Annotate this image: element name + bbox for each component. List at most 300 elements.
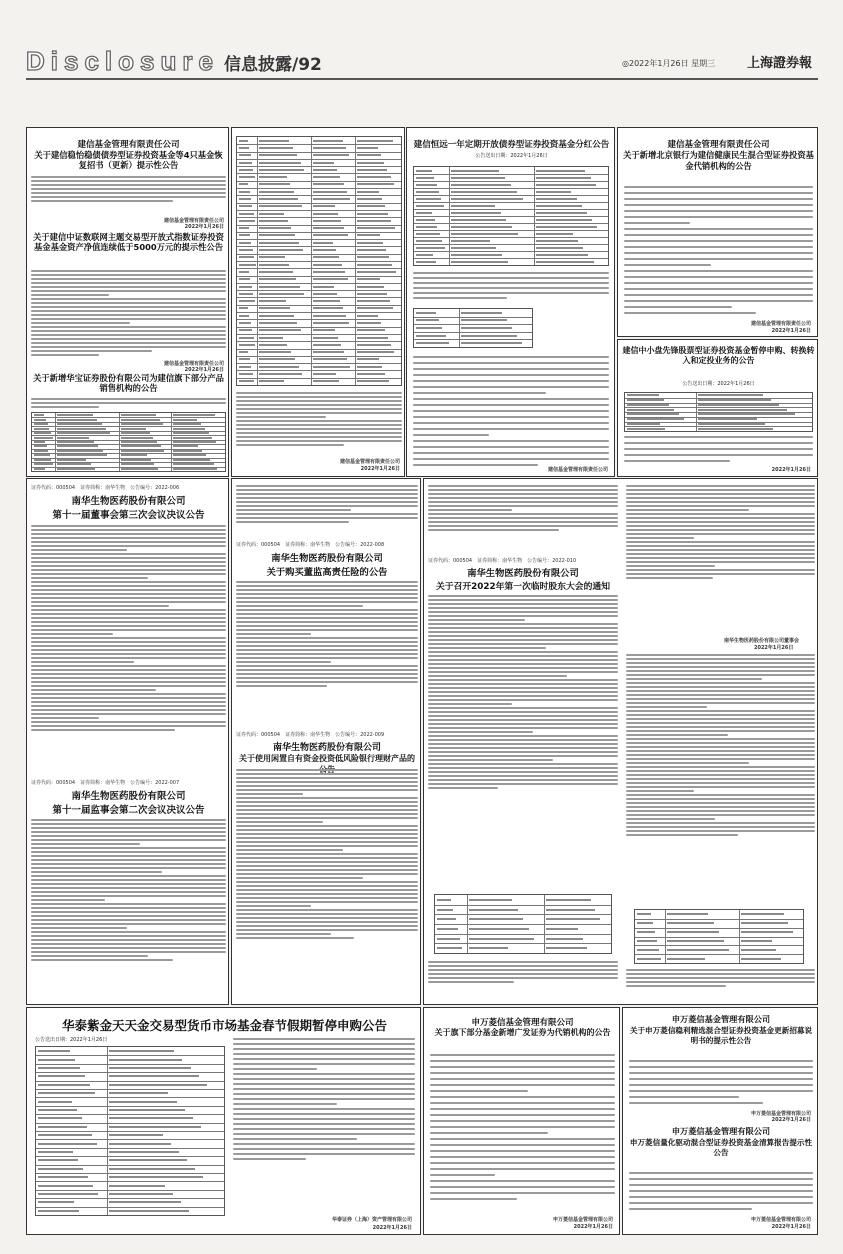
table-cell-text <box>698 428 773 430</box>
table-cell-text <box>627 404 669 406</box>
table-cell-text <box>313 242 333 244</box>
text-line <box>626 730 815 732</box>
text-line <box>624 448 813 450</box>
notice-date: 2022年1月26日 <box>184 367 224 373</box>
table-row-rule <box>36 1072 224 1073</box>
text-line <box>428 759 553 761</box>
text-line <box>236 897 418 899</box>
text-line <box>428 699 618 701</box>
text-line <box>626 557 815 559</box>
table-cell-text <box>627 399 664 401</box>
text-line <box>236 585 418 587</box>
text-line <box>430 1072 615 1074</box>
notice-company: 南华生物医药股份有限公司 <box>467 568 579 579</box>
text-line <box>413 452 609 454</box>
text-line <box>31 939 226 941</box>
table-cell-text <box>259 183 290 185</box>
table-cell-text <box>34 463 53 465</box>
text-line <box>236 789 418 791</box>
table-cell-text <box>173 428 205 430</box>
table-cell-text <box>38 1059 75 1061</box>
text-line <box>624 192 813 194</box>
text-line <box>626 770 815 772</box>
table-cell-text <box>121 432 150 434</box>
table-cell-text <box>38 1185 93 1187</box>
table-cell-text <box>259 154 297 156</box>
text-line <box>236 392 402 394</box>
text-line <box>626 569 815 571</box>
notice-company: 建信基金管理有限责任公司 <box>77 140 180 150</box>
table-cell-text <box>239 329 252 331</box>
text-line <box>236 436 402 438</box>
text-line <box>428 521 618 523</box>
text-line <box>236 657 418 659</box>
text-line <box>31 282 226 284</box>
table-cell-text <box>741 922 788 924</box>
table-cell-text <box>357 278 380 280</box>
notice-signoff: 建信基金管理有限责任公司 <box>163 218 224 224</box>
table-row-rule <box>414 332 532 333</box>
text-line <box>428 719 618 721</box>
table-cell-text <box>259 351 291 353</box>
text-line <box>626 782 815 784</box>
table-cell-text <box>259 140 289 142</box>
text-line <box>236 440 402 442</box>
text-line <box>31 951 226 953</box>
table-cell-text <box>259 213 284 215</box>
text-line <box>626 577 713 579</box>
stock-code: 证券代码：000504 证券简称：南华生物 公告编号：2022-007 <box>31 780 180 786</box>
notice-title: 关于使用闲置自有资金投资低风险银行理财产品的 <box>239 754 415 763</box>
table-cell-text <box>313 286 334 288</box>
text-line <box>236 649 418 651</box>
table-cell-text <box>416 312 436 314</box>
notice-signoff: 建信基金管理有限责任公司 <box>163 361 224 367</box>
text-line <box>626 509 749 511</box>
table-cell-text <box>357 380 389 382</box>
text-line <box>428 775 618 777</box>
table-cell-text <box>38 1101 72 1103</box>
table-cell-text <box>469 918 523 920</box>
text-line <box>236 605 363 607</box>
table-cell-text <box>536 240 578 242</box>
text-line <box>624 312 756 314</box>
table-cell-text <box>627 413 679 415</box>
text-line <box>428 663 618 665</box>
text-line <box>428 965 618 967</box>
text-line <box>428 715 618 717</box>
notice-title: 第十一届董事会第三次会议决议公告 <box>52 510 205 521</box>
text-line <box>428 771 618 773</box>
text-line <box>629 1090 813 1092</box>
table-cell-text <box>259 329 301 331</box>
text-line <box>626 746 815 748</box>
table-cell-text <box>57 445 98 447</box>
text-line <box>236 781 418 783</box>
table-cell-text <box>239 278 250 280</box>
notice-box-jianxin-b <box>231 127 405 477</box>
text-line <box>626 810 815 812</box>
text-line <box>430 1192 615 1194</box>
table-row-rule <box>36 1139 224 1140</box>
table-cell-text <box>357 154 381 156</box>
text-line <box>236 885 418 887</box>
table-cell-text <box>173 459 210 461</box>
text-line <box>31 354 99 356</box>
text-line <box>626 501 815 503</box>
text-line <box>428 493 618 495</box>
text-line <box>31 545 226 547</box>
table-cell-text <box>461 312 502 314</box>
table-col-rule <box>311 137 312 385</box>
text-line <box>31 617 226 619</box>
table-cell-text <box>357 162 384 164</box>
table-cell-text <box>121 450 164 452</box>
table-cell-text <box>667 931 719 933</box>
table-cell-text <box>357 205 385 207</box>
dividend-dates-table <box>413 308 533 348</box>
text-line <box>31 903 226 905</box>
text-line <box>626 706 707 708</box>
text-line <box>413 292 609 294</box>
table-cell-text <box>34 423 48 425</box>
text-line <box>626 798 815 800</box>
text-line <box>629 1102 763 1104</box>
text-line <box>428 505 618 507</box>
text-line <box>31 883 226 885</box>
table-cell-text <box>416 261 436 263</box>
table-cell-text <box>698 404 779 406</box>
table-cell-text <box>667 922 714 924</box>
text-line <box>428 485 618 487</box>
text-line <box>624 460 730 462</box>
text-line <box>31 641 226 643</box>
table-cell-text <box>38 1159 78 1161</box>
text-line <box>236 625 418 627</box>
notice-signoff: 申万菱信基金管理有限公司 <box>552 1217 613 1223</box>
table-cell-text <box>121 454 147 456</box>
text-line <box>626 814 815 816</box>
text-line <box>430 1138 615 1140</box>
text-line <box>430 1120 615 1122</box>
table-cell-text <box>357 271 396 273</box>
table-cell-text <box>57 432 110 434</box>
text-line <box>626 545 815 547</box>
table-row-rule <box>635 928 803 929</box>
table-cell-text <box>38 1176 88 1178</box>
table-cell-text <box>313 322 349 324</box>
table-cell-text <box>34 419 46 421</box>
table-cell-text <box>57 463 91 465</box>
notice-box-beijing-bank <box>617 127 818 337</box>
table-row-rule <box>237 363 401 364</box>
table-cell-text <box>173 441 216 443</box>
table-row-rule <box>237 210 401 211</box>
text-line <box>31 334 226 336</box>
text-line <box>31 192 226 194</box>
table-cell-text <box>57 459 86 461</box>
table-cell-text <box>239 242 251 244</box>
text-line <box>428 695 618 697</box>
table-cell-text <box>416 335 446 337</box>
text-line <box>31 633 113 635</box>
table-cell-text <box>469 947 508 949</box>
table-cell-text <box>469 938 534 940</box>
text-line <box>31 270 226 272</box>
text-line <box>428 675 567 677</box>
text-line <box>31 851 226 853</box>
text-line <box>428 517 618 519</box>
text-line <box>430 1102 615 1104</box>
text-line <box>428 595 618 597</box>
text-line <box>413 362 609 364</box>
text-line <box>233 1078 415 1080</box>
notice-company: 申万菱信基金管理有限公司 <box>671 1126 771 1136</box>
text-line <box>428 671 618 673</box>
table-cell-text <box>38 1067 80 1069</box>
text-line <box>31 402 226 404</box>
table-cell-text <box>357 322 381 324</box>
table-cell-text <box>239 358 250 360</box>
notice-box-jianxin-a <box>26 127 229 477</box>
text-line <box>236 501 418 503</box>
text-line <box>626 521 815 523</box>
table-row-rule <box>414 223 608 224</box>
table-cell-text <box>239 198 251 200</box>
table-cell-text <box>637 949 659 951</box>
text-line <box>624 288 813 290</box>
text-line <box>31 286 226 288</box>
table-cell-text <box>259 300 286 302</box>
text-line <box>236 633 311 635</box>
table-cell-text <box>121 423 163 425</box>
table-cell-text <box>109 1059 182 1061</box>
text-line <box>430 1168 615 1170</box>
table-cell-text <box>173 437 212 439</box>
text-line <box>624 258 813 260</box>
text-line <box>236 813 418 815</box>
table-row-rule <box>32 435 225 436</box>
table-row-rule <box>635 937 803 938</box>
table-cell-text <box>239 205 252 207</box>
text-line <box>31 537 226 539</box>
notice-signoff: 华泰证券（上海）资产管理有限公司 <box>331 1217 412 1223</box>
text-line <box>31 649 226 651</box>
table-col-rule <box>467 895 468 953</box>
text-line <box>428 529 559 531</box>
text-line <box>624 294 813 296</box>
table-cell-text <box>357 213 388 215</box>
table-cell-text <box>313 162 334 164</box>
table-row-rule <box>237 144 401 145</box>
text-line <box>236 617 418 619</box>
table-cell-text <box>57 454 107 456</box>
table-cell-text <box>173 454 206 456</box>
notice-title: 关于建信稳怡稳债债券型证券投资基金等4只基金恢复招书（更新）提示性公告 <box>34 150 223 170</box>
table-cell-text <box>546 918 600 920</box>
text-line <box>428 683 618 685</box>
text-line <box>236 901 418 903</box>
table-row-rule <box>36 1081 224 1082</box>
text-line <box>626 973 815 975</box>
text-line <box>428 627 618 629</box>
table-cell-text <box>451 240 490 242</box>
table-row-rule <box>36 1097 224 1098</box>
table-cell-text <box>259 358 295 360</box>
notice-company: 申万菱信基金管理有限公司 <box>471 1018 574 1028</box>
table-cell-text <box>357 358 379 360</box>
text-line <box>626 722 815 724</box>
table-cell-text <box>109 1168 195 1170</box>
text-line <box>236 785 418 787</box>
notice-signoff: 申万菱信基金管理有限公司 <box>750 1111 811 1117</box>
text-line <box>31 899 105 901</box>
table-cell-text <box>121 468 158 470</box>
text-line <box>31 955 148 957</box>
table-cell-text <box>357 140 393 142</box>
table-cell-text <box>546 909 595 911</box>
table-cell-text <box>259 293 304 295</box>
text-line <box>428 961 618 963</box>
text-line <box>236 444 344 446</box>
notice-box-nanhua-insurance <box>231 478 421 1005</box>
text-line <box>31 625 226 627</box>
text-line <box>626 505 815 507</box>
table-row-rule <box>414 339 532 340</box>
table-row-rule <box>414 216 608 217</box>
text-line <box>413 440 609 442</box>
text-line <box>31 302 226 304</box>
text-line <box>624 442 813 444</box>
text-line <box>31 593 226 595</box>
table-cell-text <box>416 219 435 221</box>
table-row-rule <box>36 1156 224 1157</box>
table-row-rule <box>237 159 401 160</box>
text-line <box>413 287 609 289</box>
brand-logo: 上海證券報 <box>747 56 813 71</box>
text-line <box>624 240 813 242</box>
table-cell-text <box>57 419 97 421</box>
text-line <box>236 925 418 927</box>
text-line <box>428 755 618 757</box>
table-cell-text <box>357 234 380 236</box>
table-row-rule <box>237 370 401 371</box>
notice-title: 关于新增北京银行为建信健康民生混合型证券投资基金代销机构的公告 <box>623 150 814 171</box>
table-cell-text <box>536 219 592 221</box>
text-line <box>428 603 618 605</box>
table-cell-text <box>546 938 583 940</box>
text-line <box>31 330 226 332</box>
table-row-rule <box>237 188 401 189</box>
text-line <box>428 513 618 515</box>
text-line <box>428 723 618 725</box>
text-line <box>236 669 418 671</box>
text-line <box>626 806 815 808</box>
table-cell-text <box>416 184 437 186</box>
table-cell-text <box>313 264 342 266</box>
table-cell-text <box>313 278 348 280</box>
text-line <box>626 573 815 575</box>
text-line <box>626 778 815 780</box>
text-line <box>428 767 618 769</box>
table-cell-text <box>121 428 146 430</box>
table-cell-text <box>259 176 287 178</box>
text-line <box>31 867 226 869</box>
fund-list-table <box>236 136 402 386</box>
text-line <box>624 264 711 266</box>
text-line <box>31 585 226 587</box>
text-line <box>31 709 226 711</box>
text-line <box>236 637 418 639</box>
text-line <box>236 420 402 422</box>
table-cell-text <box>357 147 378 149</box>
table-cell-text <box>357 183 394 185</box>
table-cell-text <box>239 264 256 266</box>
text-line <box>428 501 618 503</box>
table-row-rule <box>237 276 401 277</box>
table-cell-text <box>536 191 571 193</box>
text-line <box>31 200 173 202</box>
table-cell-text <box>121 459 151 461</box>
text-line <box>233 1128 415 1130</box>
text-line <box>626 786 815 788</box>
table-cell-text <box>109 1193 173 1195</box>
table-row-rule <box>36 1198 224 1199</box>
table-col-rule <box>534 167 535 265</box>
text-line <box>236 801 418 803</box>
text-line <box>31 342 226 344</box>
text-line <box>236 400 402 402</box>
text-line <box>626 493 815 495</box>
table-row-rule <box>36 1089 224 1090</box>
table-cell-text <box>109 1134 163 1136</box>
table-row-rule <box>625 426 812 427</box>
table-cell-text <box>239 256 254 258</box>
table-cell-text <box>239 307 248 309</box>
text-line <box>31 725 226 727</box>
table-row-rule <box>237 232 401 233</box>
text-line <box>233 1058 415 1060</box>
proxy-vote-table <box>634 909 804 964</box>
table-cell-text <box>416 319 439 321</box>
text-line <box>626 654 815 656</box>
text-line <box>428 969 618 971</box>
table-cell-text <box>627 418 684 420</box>
table-row-rule <box>237 217 401 218</box>
text-line <box>428 651 618 653</box>
table-cell-text <box>357 249 386 251</box>
table-row-rule <box>237 319 401 320</box>
table-cell-text <box>451 247 496 249</box>
text-line <box>31 717 99 719</box>
text-line <box>31 935 226 937</box>
table-row-rule <box>237 246 401 247</box>
text-line <box>626 537 694 539</box>
notice-date: 2022年1月26日 <box>372 1225 412 1231</box>
table-cell-text <box>461 327 512 329</box>
text-line <box>236 881 418 883</box>
text-line <box>236 841 418 843</box>
table-cell-text <box>313 351 344 353</box>
table-cell-text <box>313 249 336 251</box>
table-cell-text <box>357 220 391 222</box>
text-line <box>233 1068 317 1070</box>
table-cell-text <box>416 233 440 235</box>
text-line <box>31 298 226 300</box>
table-cell-text <box>741 931 793 933</box>
text-line <box>31 713 226 715</box>
notice-title: 建信中小盘先锋股票型证券投资基金暂停申购、转换转入和定投业务的公告 <box>622 346 815 365</box>
